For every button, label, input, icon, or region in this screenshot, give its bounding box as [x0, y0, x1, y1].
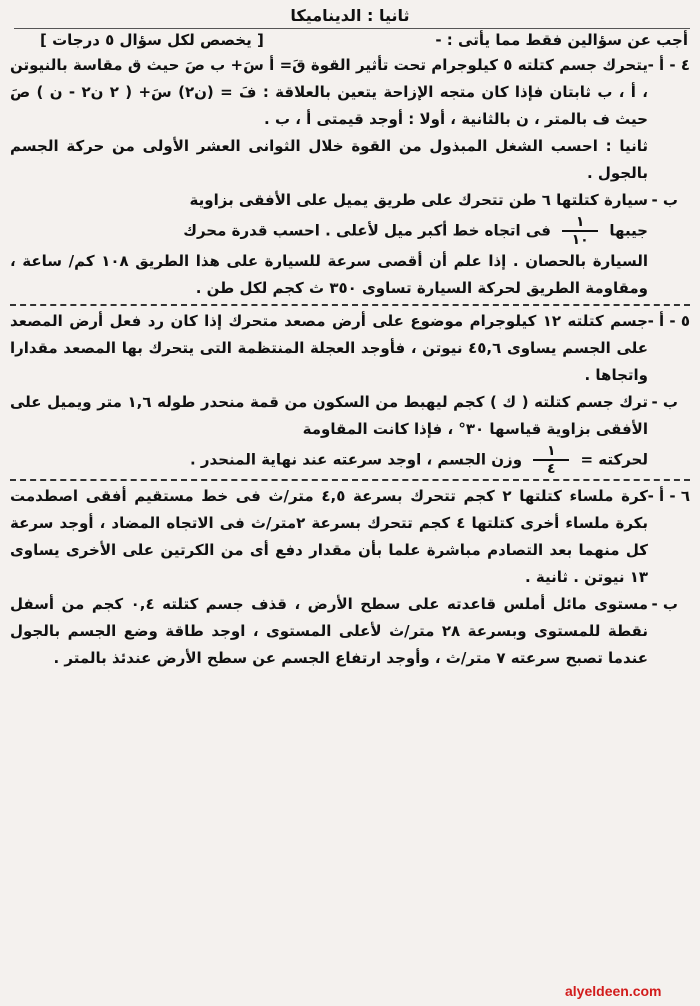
resistance-fraction [533, 443, 569, 477]
question-6a-text: كرة ملساء كتلتها ٢ كجم تتحرك بسرعة ٤,٥ متر/ث فى خط مستقيم أفقى اصطدمت بكرة ملساء أخرى كتلتها ٤ كجم تتحرك بسرعة ٢متر/ث فى الاتجاه المضاد ، أوجد سرعة كل منهما بعد التصادم مباشرة علما بأن مقدار دفع أى من الكرتين على الأخرى يساوى ١٣ نيوتن . ثانية . [10, 487, 649, 586]
question-4a-text2: ثانيا : احسب الشغل المبذول من القوة خلال الثوانى العشر الأولى من حركة الجسم بالجول . [10, 137, 648, 182]
question-4a-part2 [10, 133, 690, 187]
question-4a [10, 52, 690, 133]
question-5b-fraction-line [10, 443, 648, 477]
question-4b-text1: سيارة كتلتها ٦ طن تتحرك على طريق يميل على الأفقى بزاوية [189, 191, 648, 209]
question-6a [10, 483, 690, 591]
question-5a [10, 308, 690, 389]
question-5b-frac-post: وزن الجسم ، اوجد سرعته عند نهاية المنحدر . [189, 450, 523, 469]
question-5b-frac-pre: لحركته = [580, 450, 648, 469]
fraction-numerator: ١ [575, 214, 585, 230]
question-4b-fraction-line [10, 214, 648, 248]
question-4b-frac-pre: جيبها [609, 221, 648, 240]
question-4-label: ٤ - أ - [647, 56, 690, 74]
question-4b-label: ب - [651, 191, 678, 209]
question-5-label: ٥ - أ - [647, 312, 690, 330]
question-5b [10, 389, 690, 477]
marks-note: [ يخصص لكل سؤال ٥ درجات ] [40, 31, 264, 49]
title-rule [14, 28, 690, 29]
watermark-link[interactable]: alyeldeen.com [565, 983, 662, 999]
section-title: ثانيا : الديناميكا [290, 6, 410, 25]
question-4b-text2: السيارة بالحصان . إذا علم أن أقصى سرعة للسيارة على هذا الطريق ١٠٨ كم/ ساعة ، ومقاومة الطريق لحركة السيارة تساوى ٣٥٠ ث كجم لكل طن . [10, 252, 649, 297]
question-6-label: ٦ - أ - [647, 487, 690, 505]
question-4b-frac-post: فى اتجاه خط أكبر ميل لأعلى . احسب قدرة محرك [183, 221, 551, 240]
instruction-text: أجب عن سؤالين فقط مما يأتى : - [435, 31, 688, 49]
separator [10, 304, 690, 306]
question-5b-text1: ترك جسم كتلته ( ك ) كجم ليهبط من السكون من قمة منحدر طوله ١,٦ متر ويميل على الأفقى بزاوية قياسها ٣٠° ، فإذا كانت المقاومة [10, 393, 648, 438]
question-4b [10, 187, 690, 302]
separator [10, 479, 690, 481]
question-6b [10, 591, 690, 672]
question-6b-text: مستوى مائل أملس قاعدته على سطح الأرض ، قذف جسم كتلته ٠,٤ كجم من أسفل نقطة للمستوى وبسرعة ٢٨ متر/ث لأعلى المستوى ، اوجد طاقة وضع الجسم بالجول عندما تصبح سرعته ٧ متر/ث ، وأوجد ارتفاع الجسم عن سطح الأرض عندئذ بالمتر . [10, 595, 648, 667]
question-5b-label: ب - [651, 393, 678, 411]
question-4a-text: يتحرك جسم كتلته ٥ كيلوجرام تحت تأثير القوة قَ= أ سَ+ ب صَ حيث ق مقاسة بالنيوتن ، أ ، ب ثابتان فإذا كان متجه الإزاحة يتعين بالعلاقة : فَ = (ن٢) سَ+ ( ٢ ن٢ - ن ) صَ حيث ف بالمتر ، ن بالثانية ، أولا : أوجد قيمتى أ ، ب . [10, 56, 649, 128]
question-6b-label: ب - [651, 595, 678, 613]
sine-fraction [562, 214, 598, 248]
fraction-numerator: ١ [546, 443, 556, 459]
fraction-denominator: ٤ [546, 461, 556, 477]
question-5a-text: جسم كتلته ١٢ كيلوجرام موضوع على أرض مصعد متحرك إذا كان رد فعل أرض المصعد على الجسم يساوى ٤٥,٦ نيوتن ، فأوجد العجلة المنتظمة التى يتحرك بها المصعد مقدارا واتجاها . [10, 312, 648, 384]
fraction-denominator: ١٠ [571, 232, 589, 248]
instructions-line [10, 28, 690, 52]
